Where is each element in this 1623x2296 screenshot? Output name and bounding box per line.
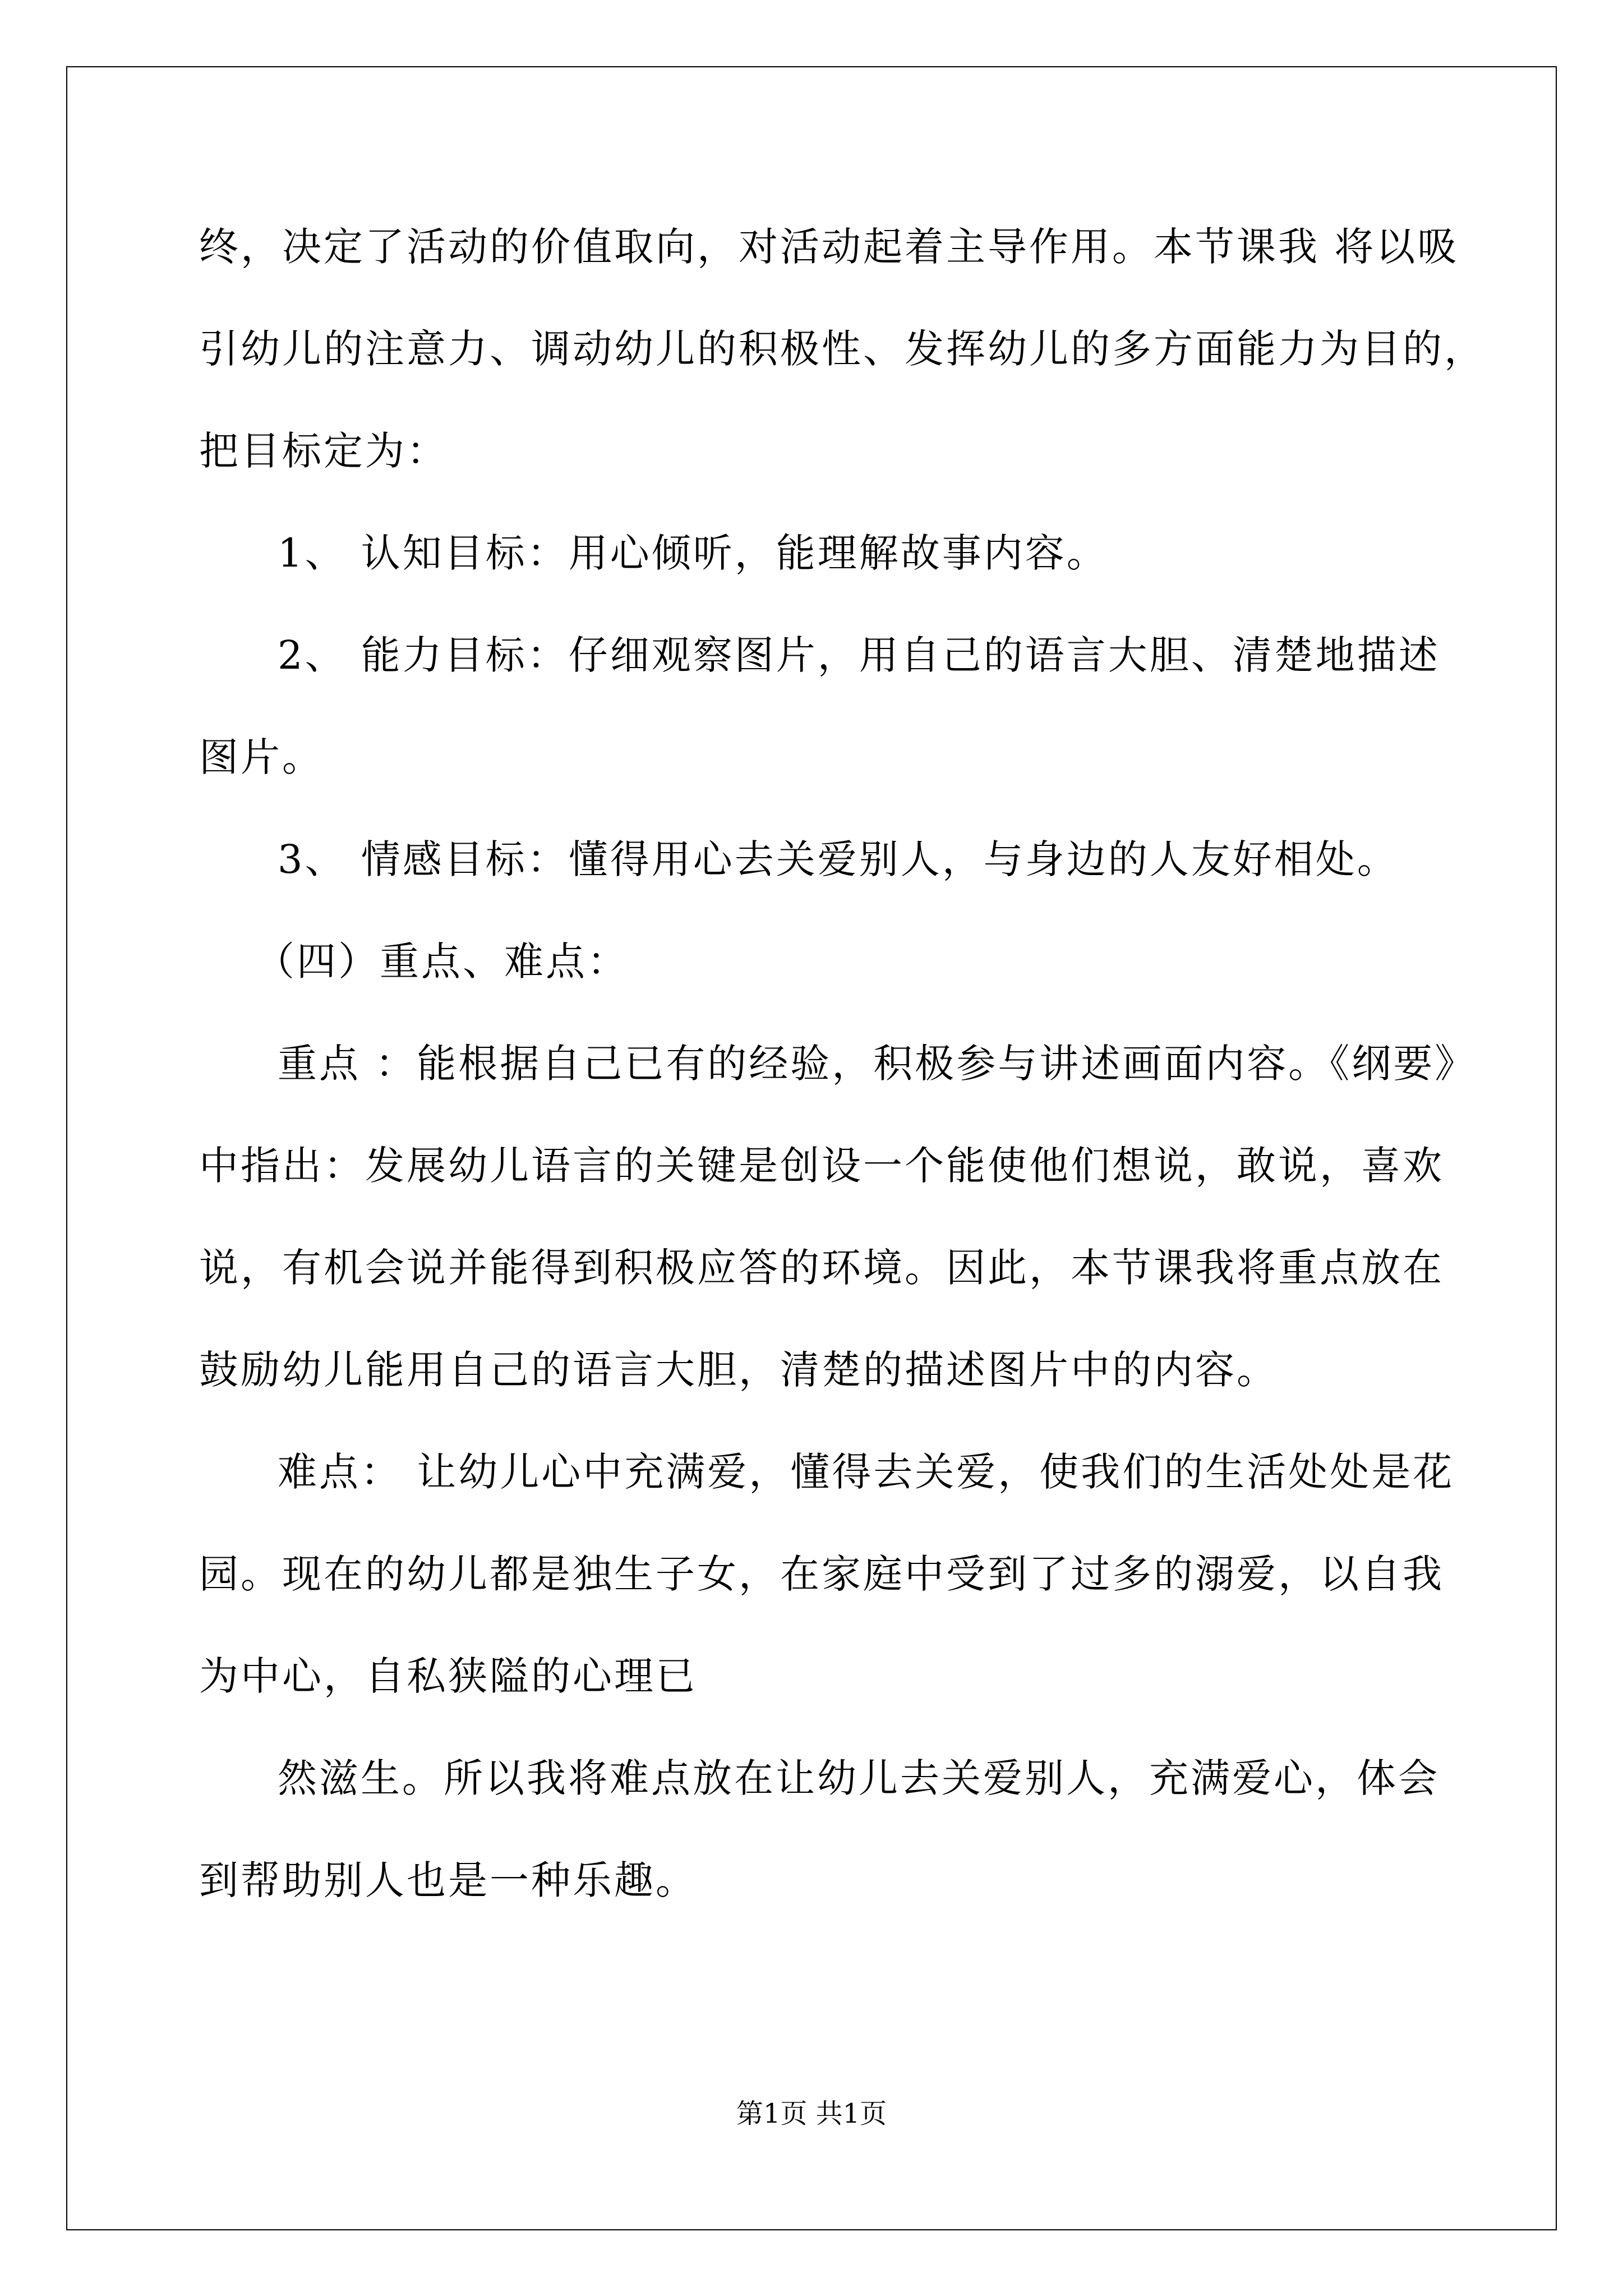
body-line-10: 中指出：发展幼儿语言的关键是创设一个能使他们想说，敢说，喜欢 <box>199 1143 1444 1189</box>
body-line-17: 到帮助别人也是一种乐趣。 <box>199 1857 697 1903</box>
body-line-16: 然滋生。所以我将难点放在让幼儿去关爱别人，充满爱心，体会 <box>278 1755 1440 1801</box>
body-line-14: 园。现在的幼儿都是独生子女，在家庭中受到了过多的溺爱，以自我 <box>199 1551 1444 1597</box>
difficulty-paragraph-start: 难点： 让幼儿心中充满爱，懂得去关爱，使我们的生活处处是花 <box>278 1449 1455 1495</box>
list-item-1: 1、 认知目标：用心倾听，能理解故事内容。 <box>278 530 1108 576</box>
page-footer: 第1页 共1页 <box>736 2098 887 2129</box>
body-line-1: 终，决定了活动的价值取向，对活动起着主导作用。本节课我 将以吸 <box>199 224 1459 270</box>
key-point-paragraph-start: 重点 ：能根据自己已有的经验，积极参与讲述画面内容。《纲要》 <box>278 1041 1477 1087</box>
body-line-12: 鼓励幼儿能用自己的语言大胆，清楚的描述图片中的内容。 <box>199 1347 1278 1393</box>
body-line-3: 把目标定为： <box>199 428 448 474</box>
body-line-11: 说，有机会说并能得到积极应答的环境。因此，本节课我将重点放在 <box>199 1245 1444 1291</box>
list-item-3: 3、 情感目标：懂得用心去关爱别人，与身边的人友好相处。 <box>278 836 1399 882</box>
section-heading: （四）重点、难点： <box>255 938 629 984</box>
list-item-2: 2、 能力目标：仔细观察图片，用自己的语言大胆、清楚地描述 <box>278 632 1440 678</box>
body-line-2: 引幼儿的注意力、调动幼儿的积极性、发挥幼儿的多方面能力为目的， <box>199 326 1486 372</box>
body-line-6: 图片。 <box>199 734 324 780</box>
body-line-15: 为中心，自私狭隘的心理已 <box>199 1653 697 1699</box>
